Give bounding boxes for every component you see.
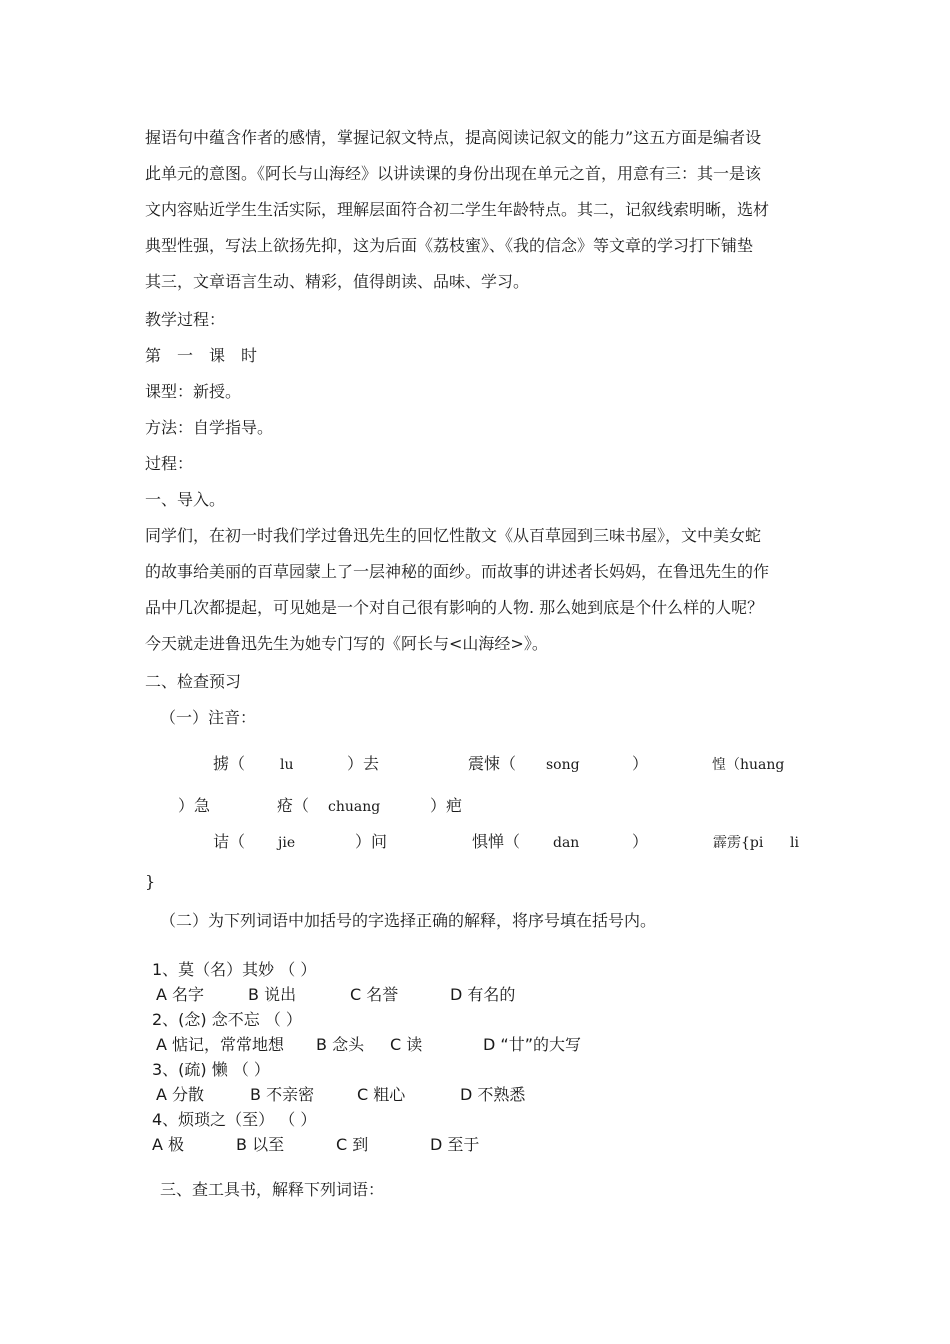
option: C 名誉 [350, 985, 399, 1004]
pinyin-item: ）疤 [430, 796, 463, 815]
option: C 粗心 [357, 1085, 406, 1104]
question: 3、(疏) 懒 （ ） [152, 1060, 270, 1079]
pinyin-answer: lu [280, 757, 294, 773]
pinyin-item: 掳（ [213, 754, 246, 773]
intro-line: 此单元的意图。《阿长与山海经》以讲读课的身份出现在单元之首，用意有三：其一是该 [145, 164, 762, 183]
lesson-type: 课型：新授。 [145, 382, 242, 401]
option: A 极 [152, 1135, 185, 1154]
option: B 以至 [236, 1135, 285, 1154]
intro-line: 其三，文章语言生动、精彩，值得朗读、品味、学习。 [145, 272, 530, 291]
intro-line: 握语句中蕴含作者的感情，掌握记叙文特点，提高阅读记叙文的能力”这五方面是编者设 [145, 128, 762, 147]
pinyin-item: 诘（ [213, 832, 246, 851]
lesson-title: 第 一 课 时 [145, 346, 258, 365]
paragraph-line: 品中几次都提起，可见她是一个对自己很有影响的人物. 那么她到底是个什么样的人呢？ [145, 598, 764, 617]
pinyin-item: 惧惮（ [472, 832, 521, 851]
paragraph-line: 的故事给美丽的百草园蒙上了一层神秘的面纱。而故事的讲述者长妈妈，在鲁迅先生的作 [145, 562, 770, 581]
paragraph-line: 同学们，在初一时我们学过鲁迅先生的回忆性散文《从百草园到三味书屋》，文中美女蛇 [145, 526, 762, 545]
option: A 惦记，常常地想 [156, 1035, 285, 1054]
pinyin-item: ）问 [355, 832, 388, 851]
option: D “廿”的大写 [483, 1035, 581, 1054]
option: B 念头 [316, 1035, 365, 1054]
process-heading: 教学过程： [145, 310, 226, 329]
pinyin-answer: dan [553, 835, 580, 851]
subsection-heading: （二）为下列词语中加括号的字选择正确的解释，将序号填在括号内。 [160, 911, 657, 930]
option: C 到 [336, 1135, 369, 1154]
section-heading: 一、导入。 [145, 490, 226, 509]
intro-line: 文内容贴近学生生活实际，理解层面符合初二学生年龄特点。其二，记叙线索明晰，选材 [145, 200, 770, 219]
question: 2、(念) 念不忘 （ ） [152, 1010, 302, 1029]
option: D 不熟悉 [460, 1085, 526, 1104]
subsection-heading: （一）注音： [160, 708, 257, 727]
process: 过程： [145, 454, 194, 473]
option: A 名字 [156, 985, 205, 1004]
option: B 不亲密 [250, 1085, 315, 1104]
option: A 分散 [156, 1085, 205, 1104]
section-heading: 二、检查预习 [145, 672, 242, 691]
pinyin-item: ） [632, 832, 649, 851]
option: B 说出 [248, 985, 297, 1004]
pinyin-answer: jie [278, 835, 296, 851]
pinyin-item: 霹雳{pi [713, 835, 764, 851]
pinyin-item: ）急 [178, 796, 211, 815]
option: C 读 [390, 1035, 423, 1054]
section-heading: 三、查工具书，解释下列词语： [160, 1180, 385, 1199]
question: 4、烦琐之（至） （ ） [152, 1110, 317, 1129]
paragraph-line: 今天就走进鲁迅先生为她专门写的《阿长与<山海经>》。 [145, 634, 548, 653]
pinyin-item: li [790, 835, 799, 851]
option: D 至于 [430, 1135, 480, 1154]
pinyin-item: 疮（ [277, 796, 310, 815]
pinyin-answer: song [546, 757, 580, 773]
intro-line: 典型性强，写法上欲扬先抑，这为后面《荔枝蜜》、《我的信念》等文章的学习打下铺垫 [145, 236, 754, 255]
question: 1、莫（名）其妙 （ ） [152, 960, 317, 979]
pinyin-item: ）去 [347, 754, 380, 773]
option: D 有名的 [450, 985, 516, 1004]
pinyin-item: } [145, 872, 156, 891]
pinyin-item: 惶（huang [712, 757, 785, 773]
pinyin-item: ） [632, 754, 649, 773]
method: 方法：自学指导。 [145, 418, 274, 437]
pinyin-item: 震悚（ [468, 754, 517, 773]
pinyin-answer: chuang [328, 799, 381, 815]
